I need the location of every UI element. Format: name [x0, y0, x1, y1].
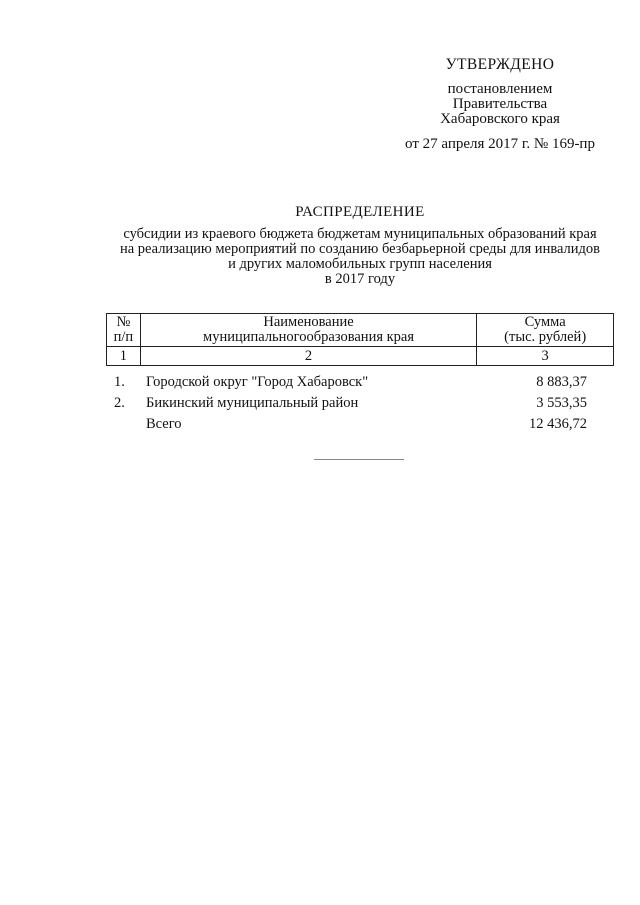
row-sum: 3 553,35	[536, 395, 587, 411]
approval-line-2: Правительства	[452, 96, 548, 112]
approval-date: от 27 апреля 2017 г. № 169-пр	[405, 136, 595, 152]
column-number-2: 2	[140, 347, 477, 366]
separator-line	[314, 459, 404, 460]
row-name: Бикинский муниципальный район	[146, 395, 359, 411]
header-number-line-2: п/п	[113, 329, 134, 345]
header-sum	[477, 314, 614, 347]
header-number-line-1: №	[116, 314, 131, 330]
header-name-line-1: Наименование	[263, 314, 354, 330]
row-number: 1.	[114, 374, 125, 390]
total-sum: 12 436,72	[529, 416, 587, 432]
column-number-row	[107, 347, 614, 366]
approval-heading: УТВЕРЖДЕНО	[445, 56, 555, 73]
header-name	[140, 314, 477, 347]
row-name: Городской округ "Город Хабаровск"	[146, 374, 369, 390]
header-number	[107, 314, 141, 347]
distribution-table	[106, 313, 614, 366]
total-label: Всего	[146, 416, 182, 432]
subtitle-line-4: в 2017 году	[324, 271, 396, 287]
column-number-3: 3	[477, 347, 614, 366]
header-sum-line-1: Сумма	[524, 314, 566, 330]
table-header-row	[107, 314, 614, 347]
document-subtitle	[100, 227, 620, 287]
approval-line-3: Хабаровского края	[440, 111, 560, 127]
row-sum: 8 883,37	[536, 374, 587, 390]
approval-line-1: постановлением	[447, 81, 553, 97]
table-row	[106, 395, 614, 416]
subtitle-line-2: на реализацию мероприятий по созданию безбарьерной среды для инвалидов	[119, 241, 601, 257]
header-sum-line-2: (тыс. рублей)	[504, 329, 587, 345]
table-body	[106, 374, 614, 437]
table-row	[106, 374, 614, 395]
document-title: РАСПРЕДЕЛЕНИЕ	[295, 204, 425, 220]
total-row	[106, 416, 614, 437]
column-number-1: 1	[107, 347, 141, 366]
row-number: 2.	[114, 395, 125, 411]
header-name-line-2: муниципальногообразования края	[203, 329, 415, 345]
subtitle-line-3: и других маломобильных групп населения	[228, 256, 492, 272]
subtitle-line-1: субсидии из краевого бюджета бюджетам муниципальных образований края	[123, 226, 597, 242]
approval-block	[395, 57, 605, 152]
